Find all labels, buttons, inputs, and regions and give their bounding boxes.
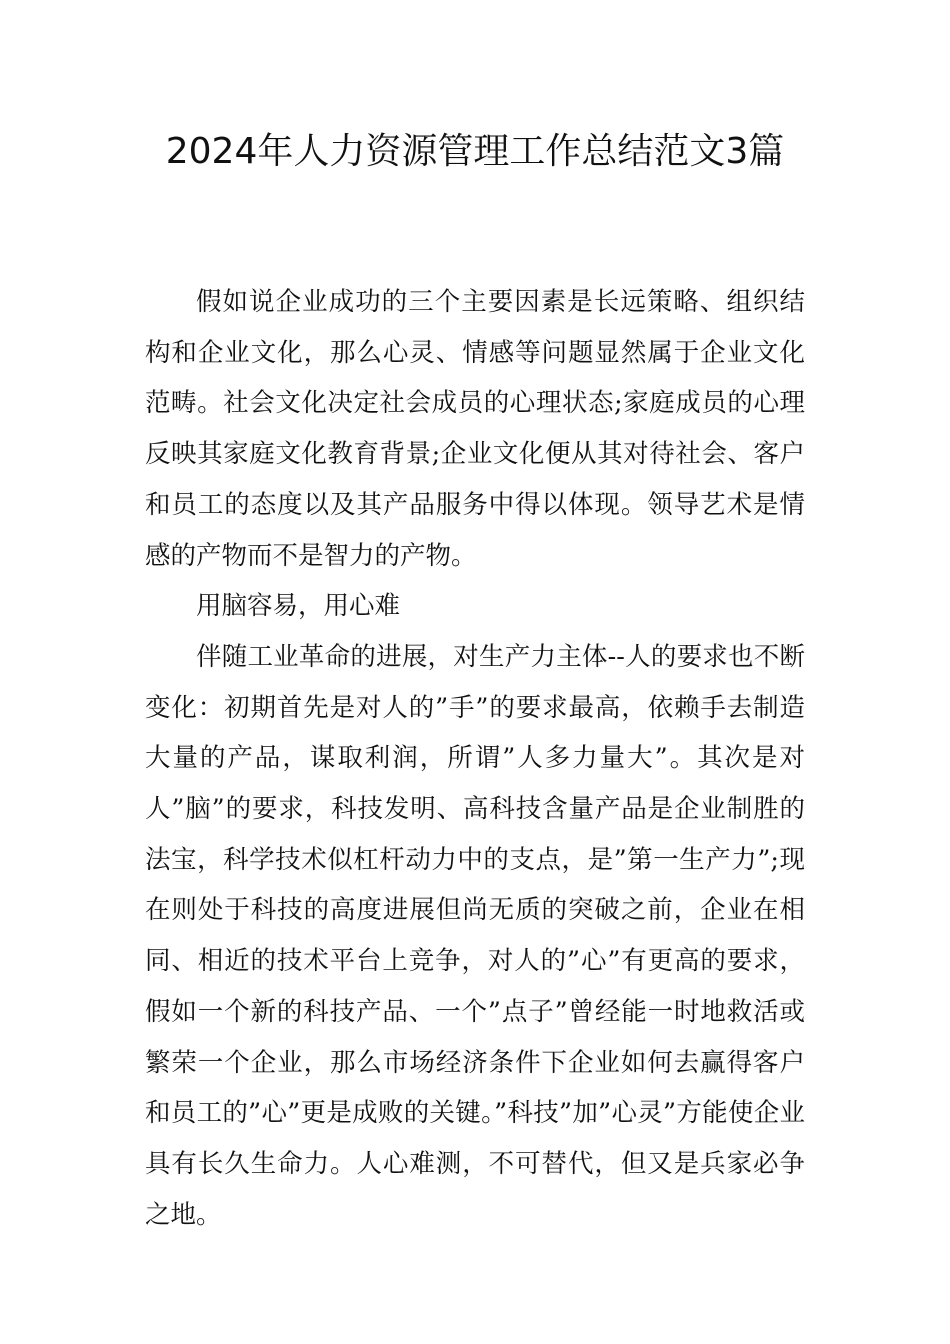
paragraph-intro: 假如说企业成功的三个主要因素是长远策略、组织结构和企业文化，那么心灵、情感等问题显然属于企业文化范畴。社会文化决定社会成员的心理状态;家庭成员的心理反映其家庭文化教育背景;企业文化便从其对待社会、客户和员工的态度以及其产品服务中得以体现。领导艺术是情感的产物而不是智力的产物。 [145, 287, 805, 571]
document-title: 2024年人力资源管理工作总结范文3篇 [165, 131, 785, 172]
document-body [145, 277, 805, 1240]
paragraph-main: 伴随工业革命的进展，对生产力主体--人的要求也不断变化：初期首先是对人的”手”的要求最高，依赖手去制造大量的产品，谋取利润，所谓”人多力量大”。其次是对人”脑”的要求，科技发明、高科技含量产品是企业制胜的法宝，科学技术似杠杆动力中的支点，是”第一生产力”;现在则处于科技的高度进展但尚无质的突破之前，企业在相同、相近的技术平台上竞争，对人的”心”有更高的要求，假如一个新的科技产品、一个”点子”曾经能一时地救活或繁荣一个企业，那么市场经济条件下企业如何去赢得客户和员工的”心”更是成败的关键。”科技”加”心灵”方能使企业具有长久生命力。人心难测，不可替代，但又是兵家必争之地。 [145, 641, 805, 1230]
section-heading: 用脑容易，用心难 [196, 591, 401, 622]
